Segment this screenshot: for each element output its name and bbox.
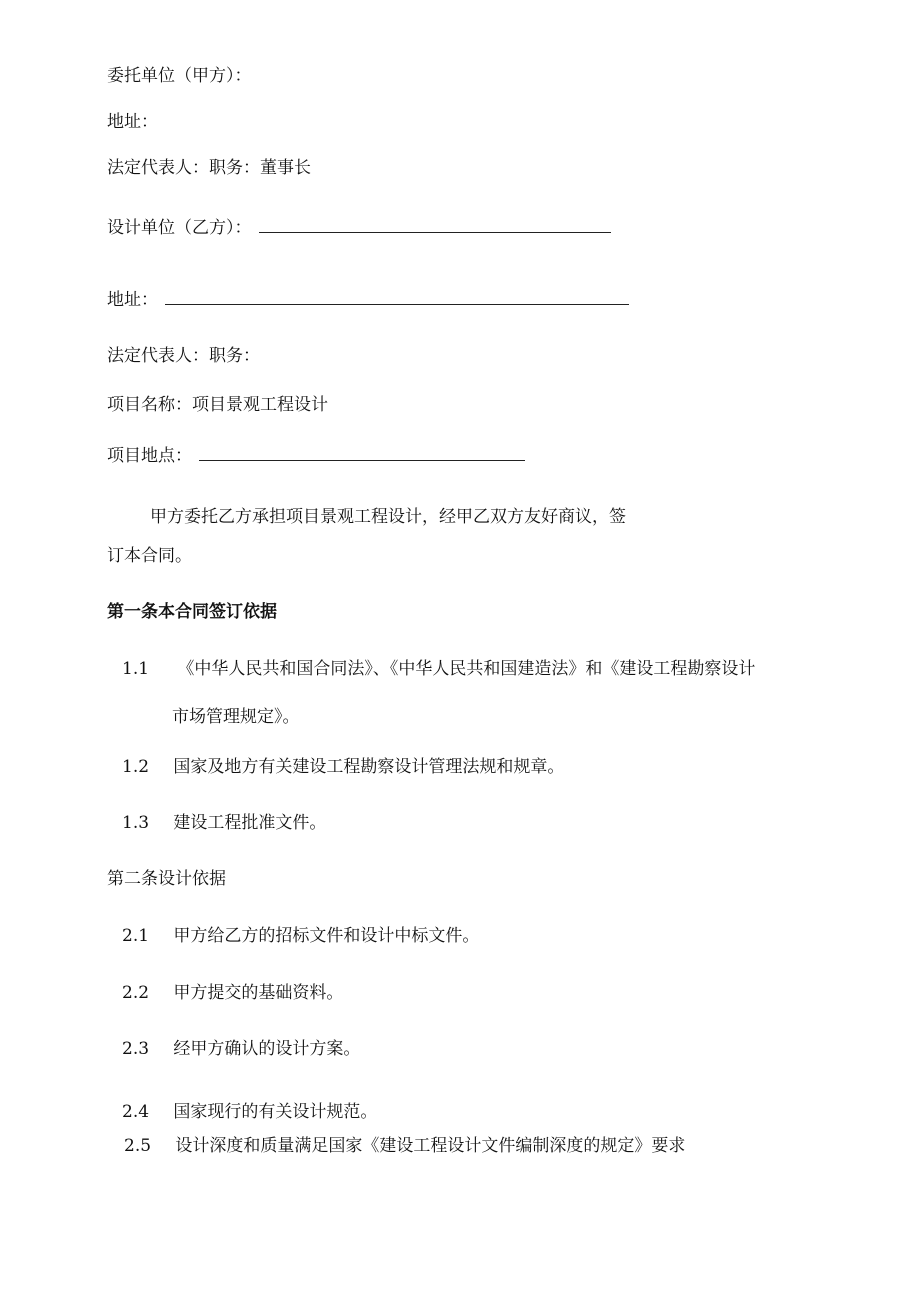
item-text: 甲方给乙方的招标文件和设计中标文件。 [173,926,480,946]
project-location-line [107,446,525,465]
project-name-line [107,397,328,414]
article-2-item-1 [122,928,479,945]
item-text-continued: 市场管理规定》。 [172,707,300,727]
intro-text-1: 甲方委托乙方承担项目景观工程设计，经甲乙双方友好商议，签 [150,507,626,527]
item-text: 建设工程批准文件。 [173,813,327,833]
item-number: 2.5 [124,1136,152,1156]
intro-text-2: 订本合同。 [107,546,192,566]
project-location-blank[interactable] [199,446,525,461]
article-1-item-2 [122,759,564,776]
intro-line-2 [107,548,192,565]
client-rep-line [107,160,311,177]
design-address-label: 地址： [107,290,158,310]
item-text: 设计深度和质量满足国家《建设工程设计文件编制深度的规定》要求 [175,1136,686,1156]
article-2-heading: 第二条设计依据 [107,869,226,889]
article-1-item-3 [122,815,326,832]
design-unit-line [107,218,611,237]
intro-line-1 [150,509,626,526]
article-1-title [107,604,277,621]
client-unit-line [107,68,252,85]
article-2-item-5 [124,1138,685,1155]
item-text: 国家及地方有关建设工程勘察设计管理法规和规章。 [173,757,565,777]
article-2-item-2 [122,985,343,1002]
item-number: 1.1 [122,659,150,679]
item-text: 甲方提交的基础资料。 [173,983,344,1003]
item-number: 1.3 [122,813,150,833]
article-2-title [107,871,226,888]
design-rep-line [107,348,260,365]
client-address-line [107,114,158,131]
design-address-blank[interactable] [165,290,629,305]
design-unit-label: 设计单位（乙方）： [107,218,252,238]
article-1-heading: 第一条本合同签订依据 [107,602,277,622]
client-unit-label: 委托单位（甲方）： [107,66,252,86]
item-number: 1.2 [122,757,150,777]
item-number: 2.1 [122,926,150,946]
article-1-item-1 [122,661,755,678]
design-rep-label: 法定代表人：职务： [107,346,260,366]
client-address-label: 地址： [107,112,158,132]
article-2-item-4 [122,1104,377,1121]
design-unit-blank[interactable] [259,218,611,233]
article-2-item-3 [122,1041,360,1058]
item-number: 2.2 [122,983,150,1003]
article-1-item-1-cont [172,709,300,726]
project-name-label: 项目名称：项目景观工程设计 [107,395,328,415]
client-rep-label: 法定代表人：职务：董事长 [107,158,311,178]
item-text: 国家现行的有关设计规范。 [173,1102,378,1122]
item-text: 经甲方确认的设计方案。 [173,1039,361,1059]
item-number: 2.4 [122,1102,150,1122]
item-text: 《中华人民共和国合同法》、《中华人民共和国建造法》和《建设工程勘察设计 [177,659,756,679]
project-location-label: 项目地点： [107,446,192,466]
item-number: 2.3 [122,1039,150,1059]
design-address-line [107,290,629,309]
